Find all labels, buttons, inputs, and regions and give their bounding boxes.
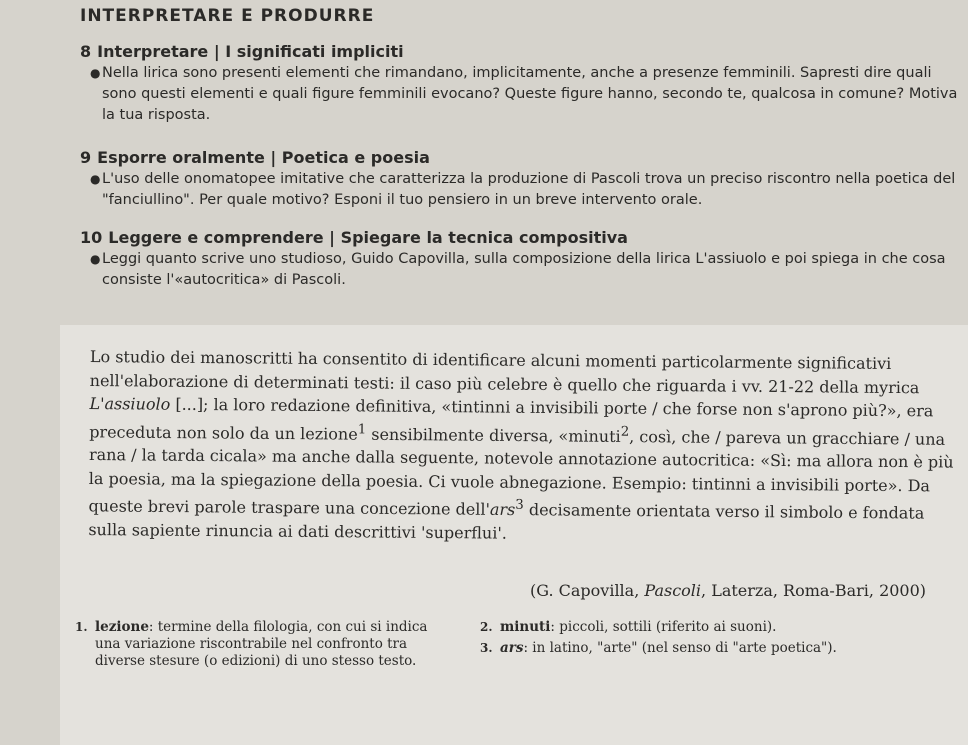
exercise-number: 8 [80,42,92,61]
quote-text: Lo studio dei manoscritti ha consentito di identificare alcuni momenti particolarmente significativi nell'elaborazione di determinati testi: il caso più celebre è quello che riguarda i vv. 21-22 della myrica L'assiuolo [...]; la loro redazione definitiva, «tintinni a invisibili porte / che forse non s'aprono più?», era preceduta non solo da un lezione$^1$ sensibilmente diversa, «minuti$^2$, così, che / pareva un gracchiare / una rana / la tarda cicala» ma anche dalla seguente, notevole annotazione autocritica: «Sì: ma allora non è più la poesia, ma la spiegazione della poesia. Ci vuole abnegazione. Esempio: tintinni a invisibili porte». Da queste brevi parole traspare una concezione dell'ars$^3$ decisamente orientata verso il simbolo e fondata sulla sapiente rinuncia ai dati descrittivi 'superflui'. [88,346,954,543]
footnote-text: : termine della filologia, con cui si indica una variazione riscontrabile nel confronto tra diverse stesure (o edizioni) di uno stesso testo. [95,619,428,669]
exercise-heading [80,228,960,247]
bullet-icon: ● [90,252,101,266]
exercise-text [90,169,960,211]
footnote-term: ars [500,640,524,656]
footnote [480,640,960,657]
book-title: Pascoli [644,581,702,600]
citation: (G. Capovilla, Pascoli, Laterza, Roma-Bari, 2000) [530,581,927,600]
exercise-title: Interpretare | I significati impliciti [97,42,404,61]
latin-term: ars [489,500,516,520]
exercise-number: 9 [80,148,92,167]
footnotes-right [480,619,960,657]
exercise-text [90,63,960,126]
work-title: L'assiuolo [89,393,171,414]
footnote-number: 1. [75,620,88,634]
exercise-prompt: Leggi quanto scrive uno studioso, Guido Capovilla, sulla composizione della lirica L'assiuolo e poi spiega in che cosa consiste l'«autocritica» di Pascoli. [102,251,946,288]
footnote-number: 3. [480,641,493,655]
footnote-ref: 3 [515,498,524,514]
exercise-title: Leggere e comprendere | Spiegare la tecnica compositiva [108,228,628,247]
exercise-text [90,249,960,291]
exercise-number: 10 [80,228,103,247]
footnote-number: 2. [480,620,493,634]
footnote-text: : in latino, "arte" (nel senso di "arte poetica"). [523,640,837,656]
footnote-text: : piccoli, sottili (riferito ai suoni). [550,619,777,635]
bullet-icon: ● [90,172,101,186]
footnote-term: lezione [95,619,149,635]
footnote [480,619,960,636]
footnote [75,619,455,670]
exercise-prompt: Nella lirica sono presenti elementi che rimandano, implicitamente, anche a presenze femminili. Sapresti dire quali sono questi elementi e quali figure femminili evocano? Queste figure hanno, secondo te, qualcosa in comune? Motiva la tua risposta. [102,65,958,123]
footnote-ref: 2 [620,424,630,440]
footnote-ref: 1 [357,421,367,437]
exercise-10 [80,228,960,291]
footnote-term: minuti [500,619,551,635]
exercise-8 [80,42,960,126]
exercise-9 [80,148,960,211]
footnotes-left [75,619,455,670]
exercise-heading [80,42,960,61]
quote-panel [60,325,968,745]
section-title: INTERPRETARE E PRODURRE [80,6,375,26]
exercise-title: Esporre oralmente | Poetica e poesia [97,148,430,167]
bullet-icon: ● [90,66,101,80]
exercise-heading [80,148,960,167]
exercise-prompt: L'uso delle onomatopee imitative che caratterizza la produzione di Pascoli trova un preciso riscontro nella poetica del "fanciullino". Per quale motivo? Esponi il tuo pensiero in un breve intervento orale. [102,171,956,208]
